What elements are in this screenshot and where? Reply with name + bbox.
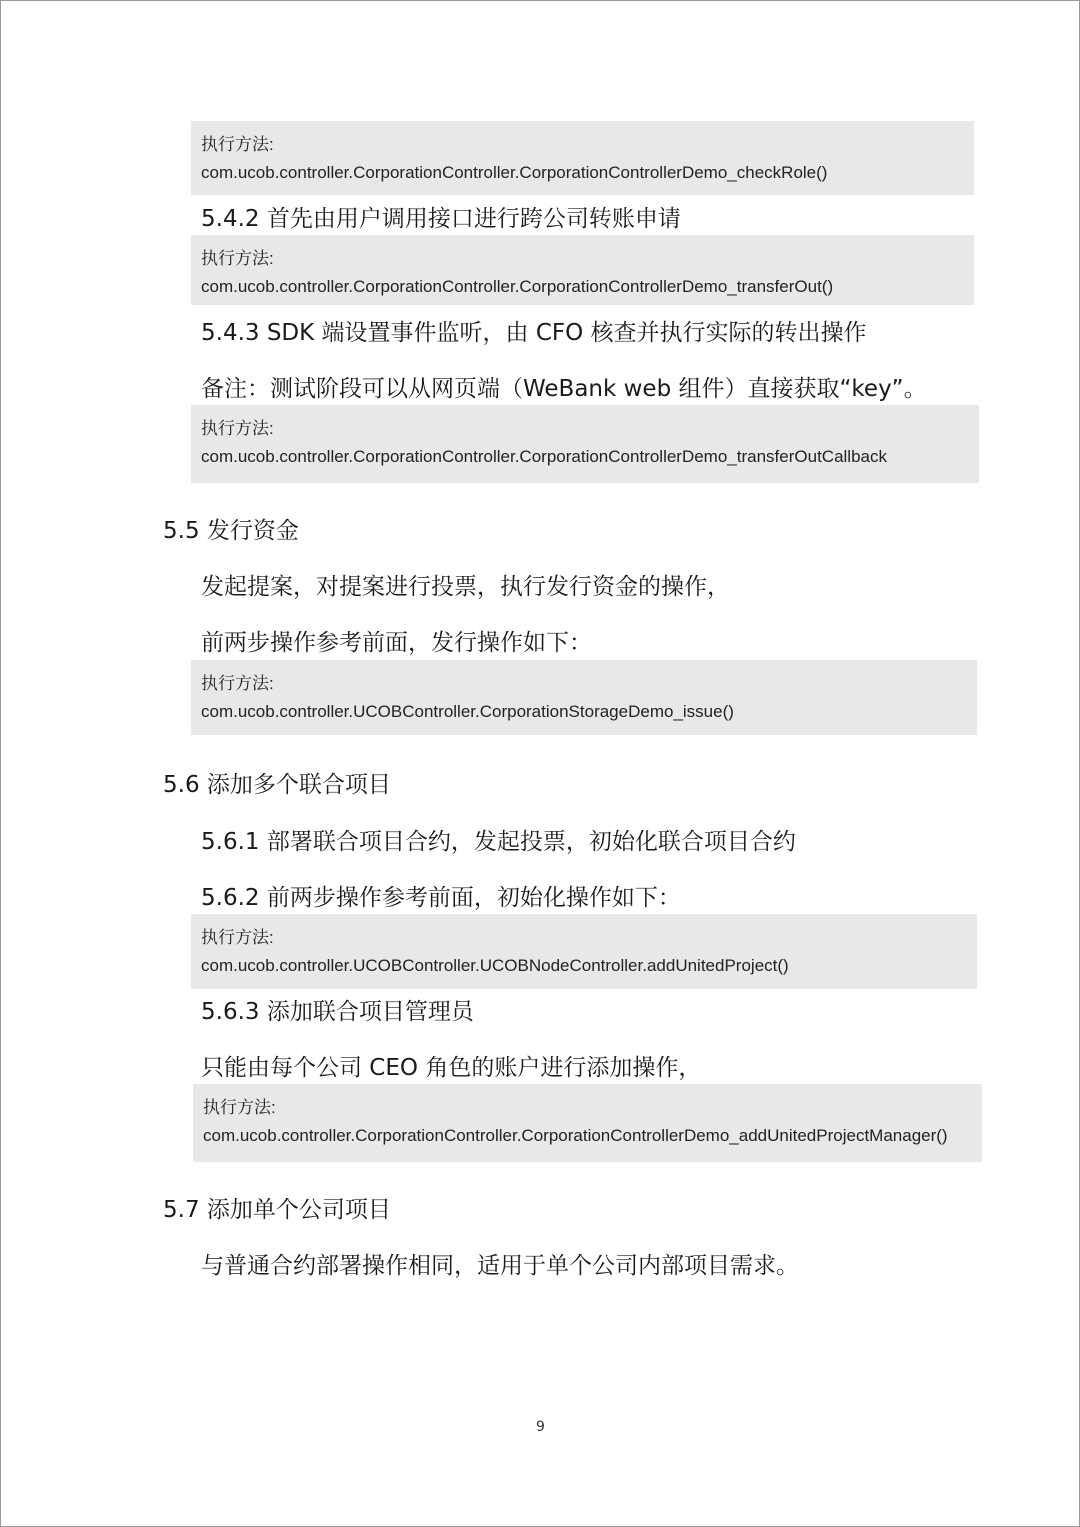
heading-5-4-2: 5.4.2 首先由用户调用接口进行跨公司转账申请 bbox=[201, 206, 681, 232]
code-method: com.ucob.controller.UCOBController.CorporationStorageDemo_issue() bbox=[201, 702, 734, 721]
heading-5-6: 5.6 添加多个联合项目 bbox=[163, 772, 391, 798]
note-paragraph: 备注：测试阶段可以从网页端（WeBank web 组件）直接获取“key”。 bbox=[201, 376, 927, 402]
paragraph-5-5-a: 发起提案，对提案进行投票，执行发行资金的操作， bbox=[201, 574, 730, 600]
code-method: com.ucob.controller.CorporationController.CorporationControllerDemo_checkRole() bbox=[201, 163, 828, 182]
heading-5-4-3: 5.4.3 SDK 端设置事件监听，由 CFO 核查并执行实际的转出操作 bbox=[201, 320, 867, 346]
code-method: com.ucob.controller.CorporationController.CorporationControllerDemo_addUnitedProjectManager() bbox=[203, 1126, 948, 1145]
paragraph-5-7: 与普通合约部署操作相同，适用于单个公司内部项目需求。 bbox=[201, 1253, 799, 1279]
code-block-transfer-out-callback bbox=[191, 405, 979, 483]
heading-5-5: 5.5 发行资金 bbox=[163, 518, 299, 544]
page-number: 9 bbox=[536, 1419, 545, 1435]
code-block-check-role bbox=[191, 121, 974, 195]
code-block-add-united-project-manager bbox=[193, 1084, 982, 1162]
code-label: 执行方法: bbox=[203, 1098, 276, 1117]
heading-5-6-2: 5.6.2 前两步操作参考前面，初始化操作如下： bbox=[201, 885, 681, 911]
code-method: com.ucob.controller.CorporationController.CorporationControllerDemo_transferOut() bbox=[201, 277, 834, 296]
heading-5-6-1: 5.6.1 部署联合项目合约，发起投票，初始化联合项目合约 bbox=[201, 829, 796, 855]
code-block-add-united-project bbox=[191, 914, 977, 989]
heading-5-6-3: 5.6.3 添加联合项目管理员 bbox=[201, 999, 474, 1025]
code-block-transfer-out bbox=[191, 235, 974, 305]
code-label: 执行方法: bbox=[201, 249, 274, 268]
code-block-issue bbox=[191, 660, 977, 735]
code-label: 执行方法: bbox=[201, 674, 274, 693]
paragraph-5-5-b: 前两步操作参考前面，发行操作如下： bbox=[201, 630, 592, 656]
code-method: com.ucob.controller.CorporationController.CorporationControllerDemo_transferOutCallback bbox=[201, 447, 887, 466]
code-method: com.ucob.controller.UCOBController.UCOBNodeController.addUnitedProject() bbox=[201, 956, 789, 975]
code-label: 执行方法: bbox=[201, 928, 274, 947]
heading-5-7: 5.7 添加单个公司项目 bbox=[163, 1197, 391, 1223]
code-label: 执行方法: bbox=[201, 419, 274, 438]
paragraph-5-6-3: 只能由每个公司 CEO 角色的账户进行添加操作， bbox=[201, 1055, 702, 1081]
code-label: 执行方法: bbox=[201, 135, 274, 154]
